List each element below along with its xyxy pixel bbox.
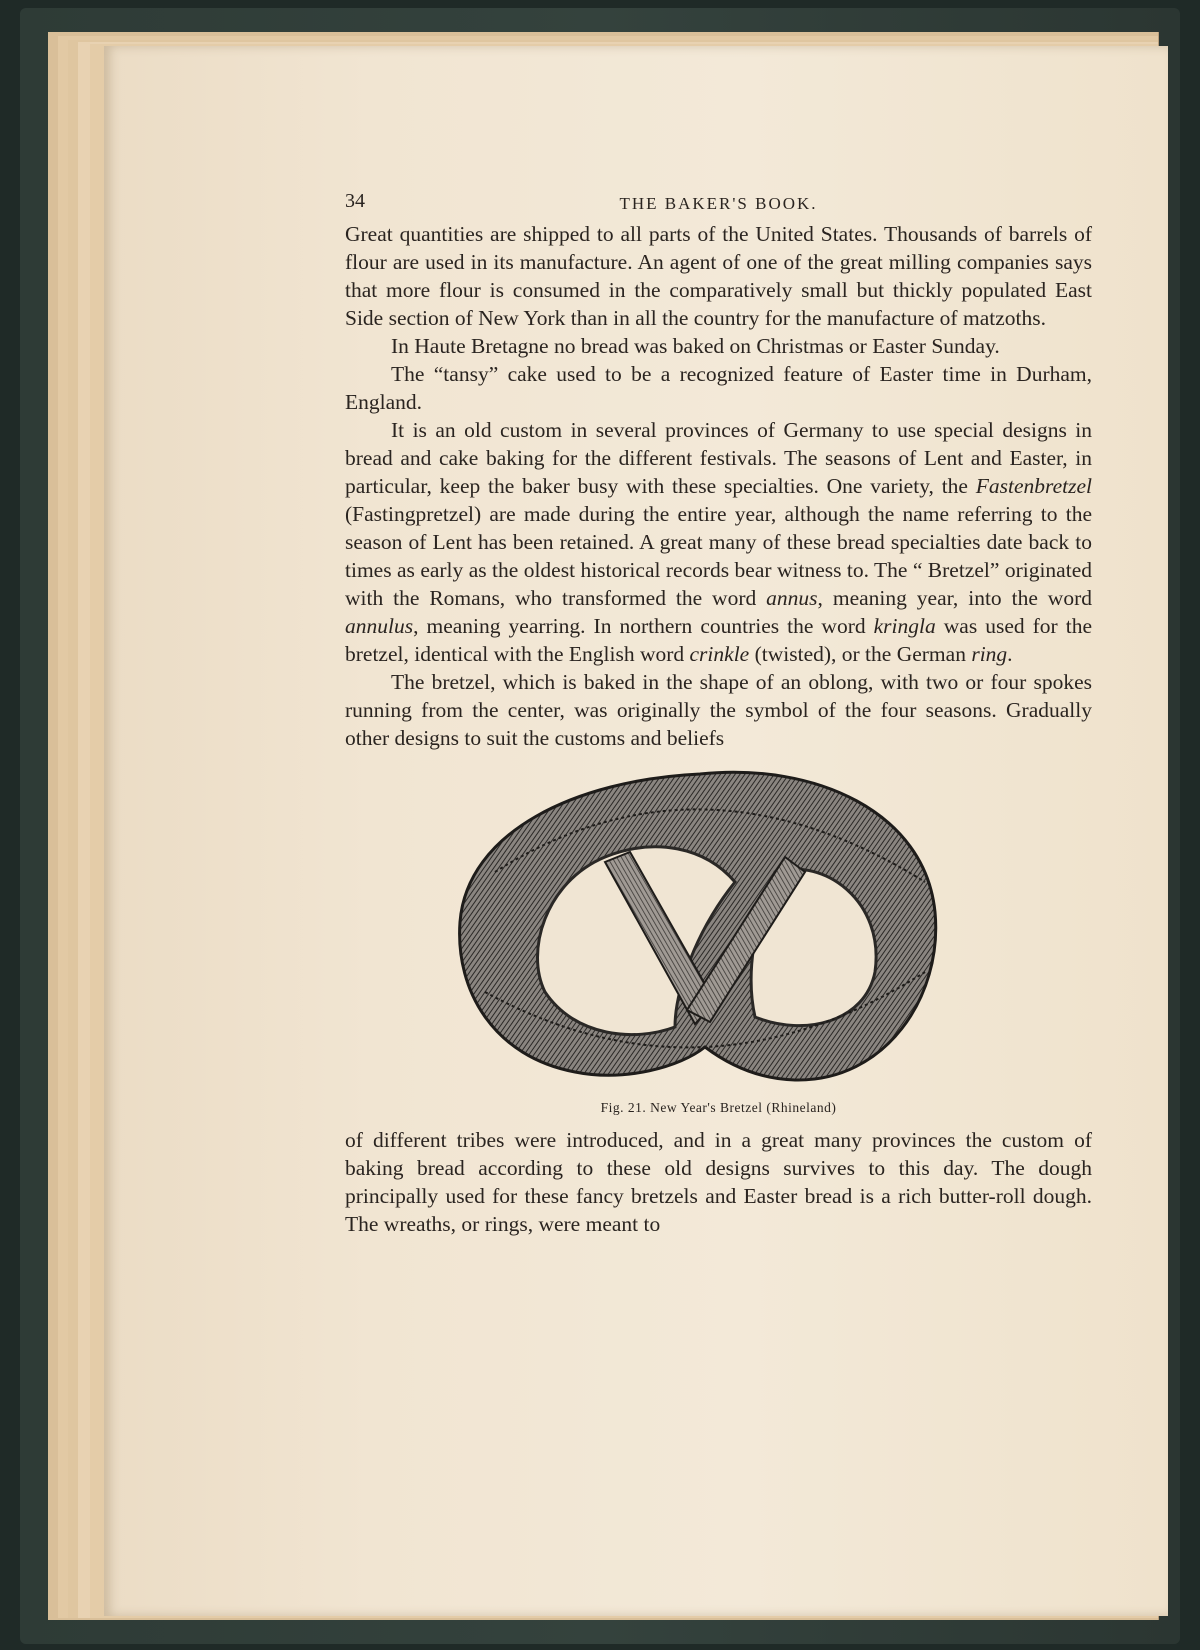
text-run: . xyxy=(1007,642,1013,666)
paragraph: The “tansy” cake used to be a recognized feature of Easter time in Durham, England. xyxy=(345,362,1092,414)
italic-term: kringla xyxy=(873,614,936,638)
text-run: , meaning year, into the word xyxy=(817,586,1092,610)
paragraph-custom xyxy=(345,416,1092,668)
figure-caption: Fig. 21. New Year's Bretzel (Rhineland) xyxy=(600,1100,837,1115)
italic-term: ring xyxy=(971,642,1008,666)
page-content xyxy=(345,190,1092,1238)
text-run: , meaning yearring. In northern countries the word xyxy=(413,614,874,638)
paragraph: Great quantities are shipped to all parts of the United States. Thousands of barrels of flour are used in its manufacture. An agent of one of the great milling companies says that more flour is consumed in the comparatively small but thickly populated East Side section of New York than in all the country for the manufacture of matzoths. xyxy=(345,222,1092,330)
italic-term: annus xyxy=(766,586,818,610)
italic-term: crinkle xyxy=(689,642,750,666)
text-run: (Fastingpretzel) are made during the entire year, although the name referring to the season of Lent has been retained. A great many of these bread specialties date back to times as early as the oldest historical records bear witness to. The “ Bretzel” originated with the Romans, who transformed the word xyxy=(345,502,1092,610)
italic-term: Fastenbretzel xyxy=(975,474,1092,498)
italic-term: annulus xyxy=(345,614,414,638)
running-head xyxy=(345,190,1092,220)
paragraph-bretzel: The bretzel, which is baked in the shape of an oblong, with two or four spokes running from the center, was originally the symbol of the four seasons. Gradually other designs to suit the customs and beliefs xyxy=(345,670,1092,750)
text-run: (twisted), or the German xyxy=(749,642,972,666)
text-run: It is an old custom in several provinces of Germany to use special designs in bread and cake baking for the different festivals. The seasons of Lent and Easter, in particular, keep the baker busy with these specialties. One variety, the xyxy=(345,418,1092,498)
paragraph: In Haute Bretagne no bread was baked on Christmas or Easter Sunday. xyxy=(391,334,1000,358)
figure-bretzel xyxy=(345,762,1092,1115)
text-run: was used for the bretzel, identical with the English word xyxy=(345,614,1092,666)
running-title: THE BAKER'S BOOK. xyxy=(619,194,818,213)
bretzel-illustration xyxy=(455,762,955,1092)
page-number: 34 xyxy=(345,190,365,212)
paragraph-after-figure: of different tribes were introduced, and in a great many provinces the custom of baking bread according to these old designs survives to this day. The dough principally used for these fancy bretzels and Easter bread is a rich butter-roll dough. The wreaths, or rings, were meant to xyxy=(345,1128,1092,1236)
